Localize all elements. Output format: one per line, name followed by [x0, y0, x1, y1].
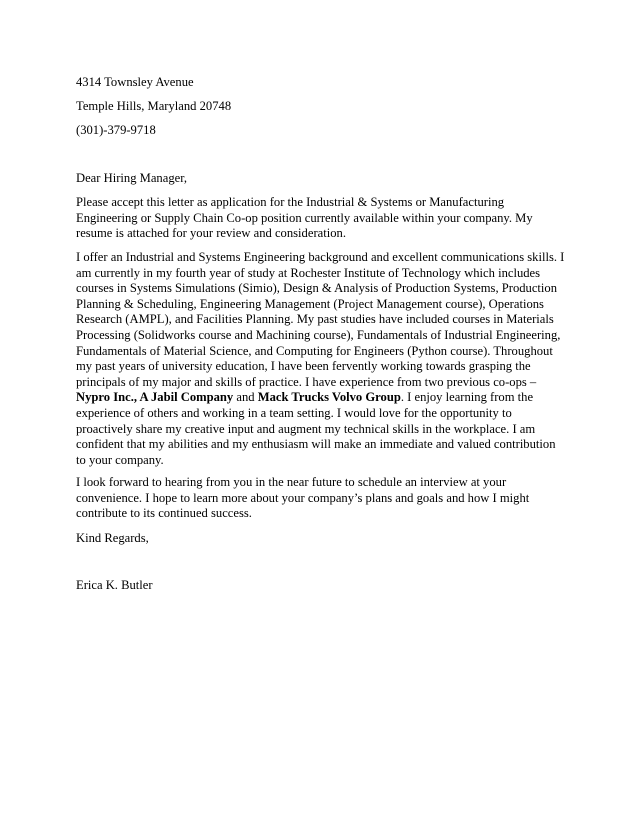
address-street: 4314 Townsley Avenue	[76, 75, 194, 89]
company-name-nypro: Nypro Inc., A Jabil Company	[76, 390, 234, 405]
address-city: Temple Hills, Maryland 20748	[76, 99, 232, 113]
paragraph-3	[76, 475, 566, 522]
paragraph-2-line: courses in Systems Simulations (Simio), Design & Analysis of Production Systems, Production	[76, 281, 558, 296]
company-name-mack: Mack Trucks Volvo Group	[257, 390, 401, 405]
paragraph-3-line: contribute to its continued success.	[76, 506, 252, 521]
after-companies-text: . I enjoy learning from the	[400, 390, 534, 405]
address-phone: (301)-379-9718	[76, 123, 156, 137]
paragraph-1-line: Please accept this letter as application for the Industrial & Systems or Manufacturing	[76, 195, 505, 209]
paragraph-2-line: confident that my abilities and my enthusiasm will make an immediate and valued contribution	[76, 437, 556, 452]
paragraph-1-line: Engineering or Supply Chain Co-op position currently available within your company. My	[76, 210, 533, 225]
paragraph-2-line: to your company.	[76, 452, 164, 467]
paragraph-2-line: Research (AMPL), and Facilities Planning. My past studies have included courses in Materials	[76, 312, 554, 327]
paragraph-2	[76, 250, 566, 468]
salutation: Dear Hiring Manager,	[76, 171, 188, 185]
paragraph-1	[76, 195, 566, 242]
paragraph-2-line: Processing (Solidworks course and Machining course), Fundamentals of Industrial Engineering,	[76, 327, 561, 342]
paragraph-2-line: Planning & Scheduling, Engineering Management (Project Management course), Operations	[76, 296, 544, 311]
closing: Kind Regards,	[76, 531, 149, 545]
paragraph-1-line: resume is attached for your review and consideration.	[76, 226, 346, 241]
paragraph-2-line: Fundamentals of Material Science, and Computing for Engineers (Python course). Throughout	[76, 343, 553, 358]
paragraph-3-line: convenience. I hope to learn more about your company’s plans and goals and how I might	[76, 490, 530, 505]
paragraph-2-line: I offer an Industrial and Systems Engineering background and excellent communications skills. I	[76, 250, 565, 264]
and-text: and	[233, 390, 258, 405]
paragraph-2-line: my past years of university education, I have been fervently working towards grasping the	[76, 359, 531, 374]
paragraph-2-line: experience of others and working in a team setting. I would love for the opportunity to	[76, 405, 512, 420]
paragraph-2-companies-line	[76, 390, 566, 406]
paragraph-2-line: principals of my major and skills of practice. I have experience from two previous co-ops –	[76, 374, 537, 389]
paragraph-2-line: am currently in my fourth year of study at Rochester Institute of Technology which includes	[76, 265, 541, 280]
paragraph-3-line: I look forward to hearing from you in the near future to schedule an interview at your	[76, 475, 507, 489]
paragraph-2-line: proactively share my creative input and augment my technical skills in the workplace. I am	[76, 421, 536, 436]
signature-name: Erica K. Butler	[76, 578, 153, 592]
